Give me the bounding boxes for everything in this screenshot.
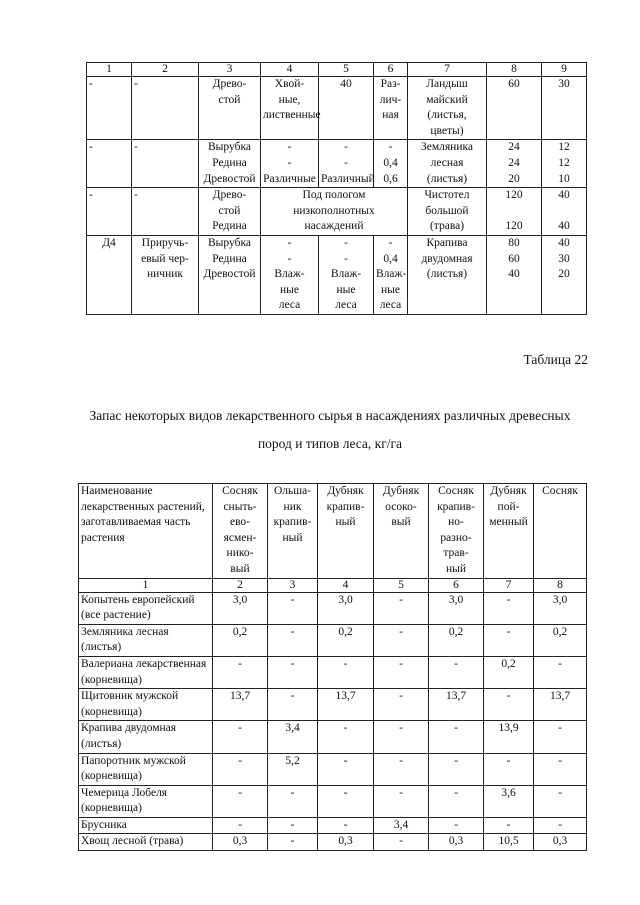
value-cell: 3,0 [213,592,268,624]
table-cell-merged: Под пологом низкополнотных насаждений [261,188,408,236]
value-cell: 0,2 [429,624,484,656]
table-cell: Крапива двудомная (листья) [408,235,487,314]
table-cell: - [87,140,132,188]
value-cell: - [374,689,429,721]
value-cell: 0,3 [534,834,587,851]
plant-name-cell: Валериана лекарственная (корневища) [79,656,213,688]
table-bottom [78,483,587,851]
table-cell: 80 60 40 [487,235,542,314]
plant-name-cell: Щитовник мужской (корневища) [79,689,213,721]
plant-name-cell: Земляника лесная (листья) [79,624,213,656]
value-cell: 0,2 [534,624,587,656]
value-cell: 3,0 [318,592,374,624]
value-cell: - [318,721,374,753]
table-cell: Раз- лич- ная [374,77,408,140]
table-cell: Земляника лесная (листья) [408,140,487,188]
table-cell: - [87,188,132,236]
table-label: Таблица 22 [523,352,588,367]
value-cell: 10,5 [484,834,534,851]
header-cell: Ольша- ник крапив- ный [268,484,318,579]
value-cell: 0,3 [318,834,374,851]
value-cell: 5,2 [268,753,318,785]
plant-name-cell: Чемерица Лобеля (корневища) [79,785,213,817]
table-cell: 24 24 20 [487,140,542,188]
value-cell: 13,7 [213,689,268,721]
value-cell: 3,4 [268,721,318,753]
table-cell: Д4 [87,235,132,314]
value-cell: 13,9 [484,721,534,753]
header-cell: Сосняк крапив- но- разно- трав- ный [429,484,484,579]
value-cell: - [374,624,429,656]
table-row [79,753,587,785]
header-cell: 6 [374,63,408,77]
value-cell: - [268,689,318,721]
table-cell: - 0,4 0,6 [374,140,408,188]
header-cell: Наименование лекарственных растений, заготавливаемая часть растения [79,484,213,579]
table-row [79,624,587,656]
table-top-header-row [87,63,587,77]
value-cell: - [534,753,587,785]
table-cell: - - Различные [261,140,319,188]
value-cell: - [213,817,268,834]
header-cell: 1 [87,63,132,77]
value-cell: - [534,721,587,753]
table-cell: - - Влаж- ные леса [319,235,374,314]
table-row [87,77,587,140]
table-row [79,834,587,851]
number-cell: 8 [534,578,587,592]
value-cell: - [534,817,587,834]
value-cell: - [213,785,268,817]
value-cell: - [484,624,534,656]
value-cell: - [268,592,318,624]
header-cell: Сосняк сныть- ево- ясмен- нико- вый [213,484,268,579]
column-number-row [79,578,587,592]
header-cell: 3 [199,63,261,77]
table-cell: - [87,77,132,140]
table-cell: 60 [487,77,542,140]
header-cell: 7 [408,63,487,77]
value-cell: - [374,656,429,688]
value-cell: - [484,817,534,834]
plant-name-cell: Брусника [79,817,213,834]
table-row [79,592,587,624]
plant-name-cell: Хвощ лесной (трава) [79,834,213,851]
table-cell: - [132,140,199,188]
value-cell: - [534,656,587,688]
table-cell: 12 12 10 [542,140,587,188]
number-cell: 6 [429,578,484,592]
value-cell: 0,2 [318,624,374,656]
value-cell: 0,2 [484,656,534,688]
value-cell: - [213,721,268,753]
value-cell: - [318,656,374,688]
number-cell: 2 [213,578,268,592]
table-cell: Приручь- евый чер- ничник [132,235,199,314]
value-cell: - [429,721,484,753]
value-cell: 0,2 [213,624,268,656]
table-row [87,235,587,314]
table-cell: - 0,4 Влаж- ные леса [374,235,408,314]
value-cell: - [268,785,318,817]
table-cell: Чистотел большой (трава) [408,188,487,236]
value-cell: - [484,592,534,624]
number-cell: 7 [484,578,534,592]
value-cell: 13,7 [318,689,374,721]
value-cell: - [429,656,484,688]
header-cell: 2 [132,63,199,77]
table-row [79,785,587,817]
header-cell: Дубняк пой- менный [484,484,534,579]
table-row [87,140,587,188]
value-cell: 3,4 [374,817,429,834]
table-cell: - [132,77,199,140]
value-cell: - [534,785,587,817]
table-cell: - - Различный [319,140,374,188]
value-cell: - [318,753,374,785]
header-cell: 4 [261,63,319,77]
value-cell: - [268,656,318,688]
table-bottom-header-row [79,484,587,579]
table-cell: 40 [319,77,374,140]
value-cell: 3,6 [484,785,534,817]
table-cell: Вырубка Редина Древостой [199,140,261,188]
table-cell: 120 120 [487,188,542,236]
header-cell: 9 [542,63,587,77]
value-cell: - [429,753,484,785]
number-cell: 5 [374,578,429,592]
value-cell: - [318,817,374,834]
value-cell: - [429,817,484,834]
value-cell: 3,0 [429,592,484,624]
value-cell: 13,7 [534,689,587,721]
value-cell: - [484,689,534,721]
table-cell: Древо- стой [199,77,261,140]
value-cell: - [318,785,374,817]
header-cell: 5 [319,63,374,77]
table-row [79,656,587,688]
value-cell: - [213,656,268,688]
plant-name-cell: Папоротник мужской (корневища) [79,753,213,785]
table-row [79,721,587,753]
value-cell: - [268,834,318,851]
value-cell: - [429,785,484,817]
document-title: Запас некоторых видов лекарственного сырья в насаждениях различных древесных пород и типов леса, кг/га [89,408,571,451]
table-cell: Ландыш майский (листья, цветы) [408,77,487,140]
table-cell: Древо- стой Редина [199,188,261,236]
value-cell: - [374,592,429,624]
table-cell: - - Влаж- ные леса [261,235,319,314]
value-cell: - [374,785,429,817]
table-row [79,817,587,834]
table-cell: 40 40 [542,188,587,236]
value-cell: - [374,721,429,753]
table-cell: 40 30 20 [542,235,587,314]
table-row [79,689,587,721]
value-cell: - [213,753,268,785]
header-cell: 8 [487,63,542,77]
value-cell: 0,3 [213,834,268,851]
table-cell: Вырубка Редина Древостой [199,235,261,314]
number-cell: 1 [79,578,213,592]
number-cell: 4 [318,578,374,592]
table-cell: Хвой- ные, лиственные [261,77,319,140]
number-cell: 3 [268,578,318,592]
value-cell: - [374,834,429,851]
plant-name-cell: Копытень европейский (все растение) [79,592,213,624]
table-cell: - [132,188,199,236]
table-cell: 30 [542,77,587,140]
value-cell: 3,0 [534,592,587,624]
value-cell: - [268,624,318,656]
header-cell: Дубняк крапив- ный [318,484,374,579]
value-cell: - [374,753,429,785]
value-cell: 0,3 [429,834,484,851]
value-cell: 13,7 [429,689,484,721]
table-top [86,62,587,315]
plant-name-cell: Крапива двудомная (листья) [79,721,213,753]
value-cell: - [484,753,534,785]
header-cell: Сосняк [534,484,587,579]
value-cell: - [268,817,318,834]
table-row [87,188,587,236]
header-cell: Дубняк осоко- вый [374,484,429,579]
